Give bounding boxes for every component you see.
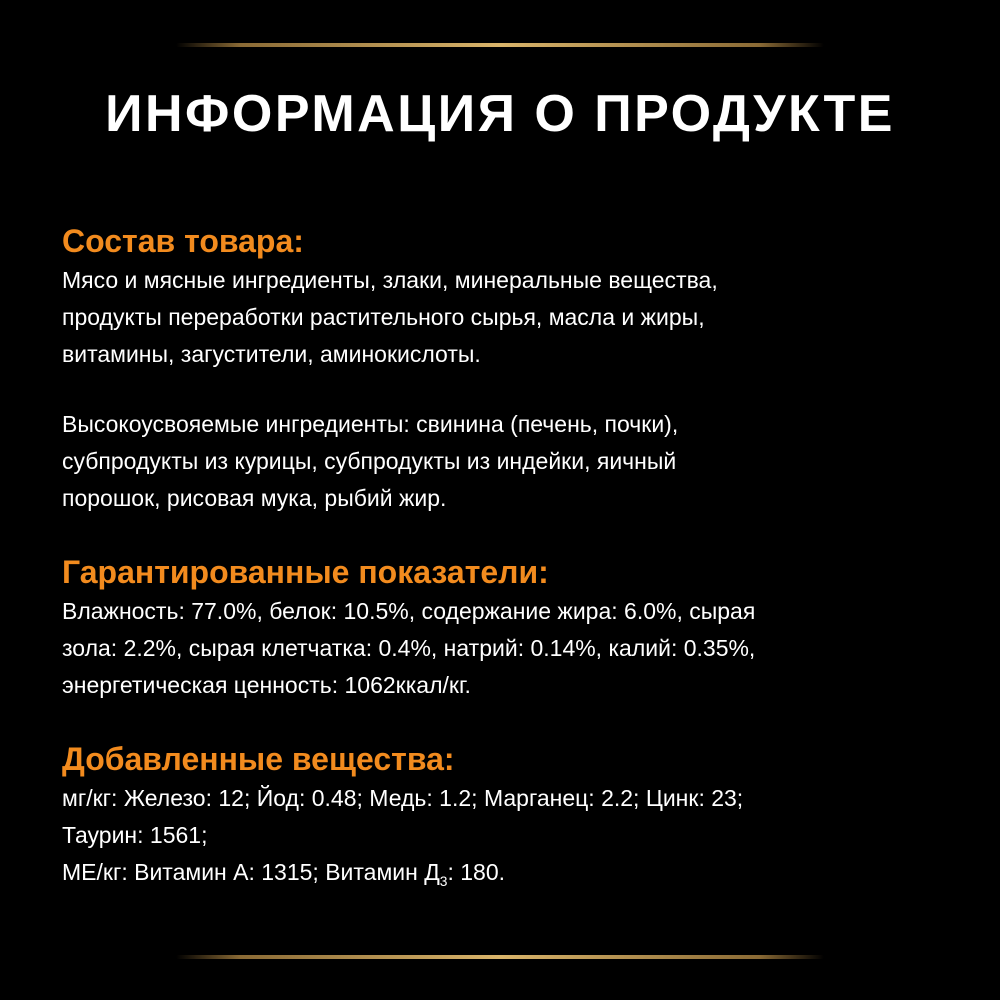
guaranteed-heading: Гарантированные показатели:	[62, 554, 549, 590]
additives-section	[62, 738, 962, 891]
guaranteed-line: Влажность: 77.0%, белок: 10.5%, содержание жира: 6.0%, сырая	[62, 598, 756, 624]
guaranteed-line: энергетическая ценность: 1062ккал/кг.	[62, 672, 471, 698]
additives-line: Таурин: 1561;	[62, 822, 208, 848]
composition-section	[62, 220, 962, 517]
top-gold-divider	[176, 43, 824, 47]
highly-digestible-text	[62, 406, 962, 517]
additives-heading: Добавленные вещества:	[62, 741, 455, 777]
vitamin-d-subscript: 3	[439, 874, 448, 889]
vitamins-prefix: МЕ/кг: Витамин А: 1315; Витамин Д	[62, 859, 440, 885]
product-info-content	[62, 220, 962, 891]
composition-line: Мясо и мясные ингредиенты, злаки, минеральные вещества,	[62, 267, 718, 293]
highly-digestible-line: порошок, рисовая мука, рыбий жир.	[62, 485, 447, 511]
composition-text	[62, 262, 962, 373]
bottom-gold-divider	[176, 955, 824, 959]
highly-digestible-line: Высокоусвояемые ингредиенты: свинина (печень, почки),	[62, 411, 679, 437]
additives-line: мг/кг: Железо: 12; Йод: 0.48; Медь: 1.2; Марганец: 2.2; Цинк: 23;	[62, 785, 744, 811]
additives-vitamins-line	[62, 854, 962, 891]
composition-heading: Состав товара:	[62, 223, 304, 259]
composition-line: витамины, загустители, аминокислоты.	[62, 341, 481, 367]
page-title: ИНФОРМАЦИЯ О ПРОДУКТЕ	[105, 85, 895, 143]
highly-digestible-line: субпродукты из курицы, субпродукты из индейки, яичный	[62, 448, 677, 474]
guaranteed-text	[62, 593, 962, 704]
vitamins-suffix: : 180.	[447, 859, 506, 885]
additives-text	[62, 780, 962, 891]
composition-line: продукты переработки растительного сырья, масла и жиры,	[62, 304, 705, 330]
guaranteed-line: зола: 2.2%, сырая клетчатка: 0.4%, натрий: 0.14%, калий: 0.35%,	[62, 635, 756, 661]
guaranteed-section	[62, 551, 962, 704]
